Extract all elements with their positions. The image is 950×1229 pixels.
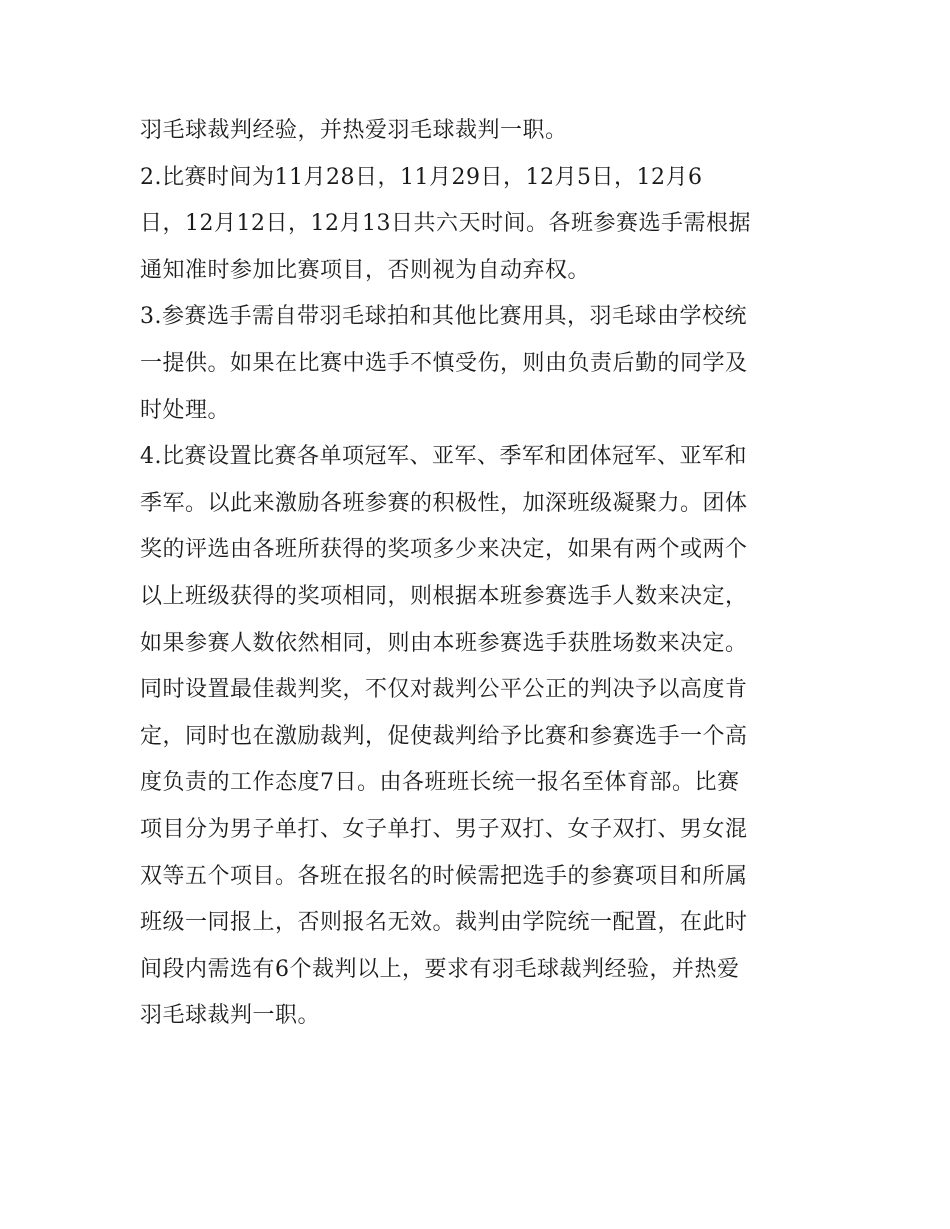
text-line: 季军。以此来激励各班参赛的积极性，加深班级凝聚力。团体	[140, 490, 748, 516]
text-line: 同时设置最佳裁判奖，不仅对裁判公平公正的判决予以高度肯	[140, 677, 748, 703]
text-line: 2.比赛时间为11月28日，11月29日，12月5日，12月6	[140, 164, 703, 190]
document-body	[140, 108, 820, 1040]
text-line: 以上班级获得的奖项相同，则根据本班参赛选手人数来决定，	[140, 583, 748, 609]
text-line: 通知准时参加比赛项目，否则视为自动弃权。	[140, 257, 591, 283]
text-line: 4.比赛设置比赛各单项冠军、亚军、季军和团体冠军、亚军和	[140, 444, 747, 470]
text-line: 双等五个项目。各班在报名的时候需把选手的参赛项目和所属	[140, 863, 748, 889]
text-line: 羽毛球裁判一职。	[140, 1003, 321, 1029]
text-line: 3.参赛选手需自带羽毛球拍和其他比赛用具，羽毛球由学校统	[140, 304, 747, 330]
text-line: 日，12月12日，12月13日共六天时间。各班参赛选手需根据	[140, 211, 751, 237]
text-line: 项目分为男子单打、女子单打、男子双打、女子双打、男女混	[140, 816, 748, 842]
text-line: 间段内需选有6个裁判以上，要求有羽毛球裁判经验，并热爱	[140, 956, 740, 982]
text-line: 时处理。	[140, 397, 231, 423]
text-line: 班级一同报上，否则报名无效。裁判由学院统一配置，在此时	[140, 910, 748, 936]
text-line: 一提供。如果在比赛中选手不慎受伤，则由负责后勤的同学及	[140, 350, 748, 376]
text-line: 如果参赛人数依然相同，则由本班参赛选手获胜场数来决定。	[140, 630, 748, 656]
text-line: 奖的评选由各班所获得的奖项多少来决定，如果有两个或两个	[140, 537, 748, 563]
text-line: 度负责的工作态度7日。由各班班长统一报名至体育部。比赛	[140, 770, 740, 796]
text-line: 羽毛球裁判经验，并热爱羽毛球裁判一职。	[140, 118, 568, 143]
text-line: 定，同时也在激励裁判，促使裁判给予比赛和参赛选手一个高	[140, 723, 748, 749]
